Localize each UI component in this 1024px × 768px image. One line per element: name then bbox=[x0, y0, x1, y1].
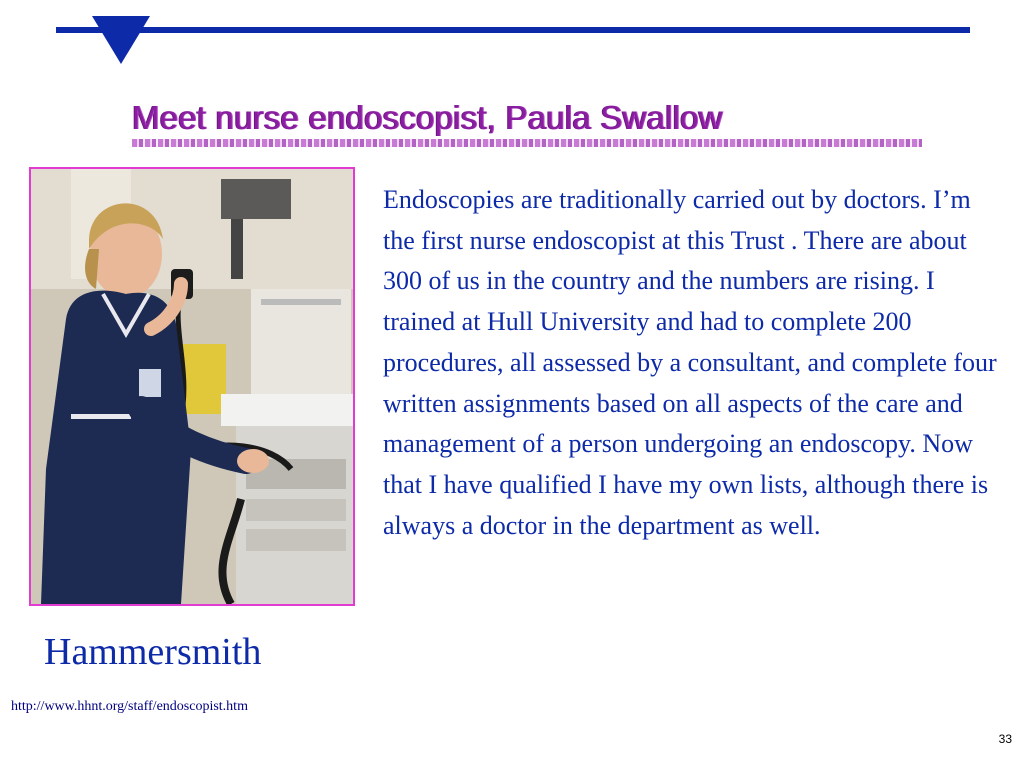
location-caption: Hammersmith bbox=[44, 631, 262, 673]
slide-title: Meet nurse endoscopist, Paula Swallow bbox=[132, 99, 723, 136]
title-block bbox=[132, 98, 932, 158]
body-paragraph: Endoscopies are traditionally carried out by doctors. I’m the first nurse endoscopist at this Trust . There are about 300 of us in the country and the numbers are rising. I trained at Hull University and had to complete 200 procedures, all assessed by a consultant, and complete four written assignments based on all aspects of the care and management of a person undergoing an endoscopy. Now that I have qualified I have my own lists, although there is always a doctor in the department as well. bbox=[383, 185, 997, 540]
page-number: 33 bbox=[998, 732, 1012, 746]
title-underline bbox=[132, 139, 922, 147]
nurse-photo-illustration bbox=[31, 169, 353, 604]
source-link[interactable]: http://www.hhnt.org/staff/endoscopist.htm bbox=[11, 699, 248, 714]
header-rule bbox=[56, 27, 970, 33]
down-triangle-icon bbox=[92, 16, 150, 64]
nurse-photo bbox=[29, 167, 355, 606]
